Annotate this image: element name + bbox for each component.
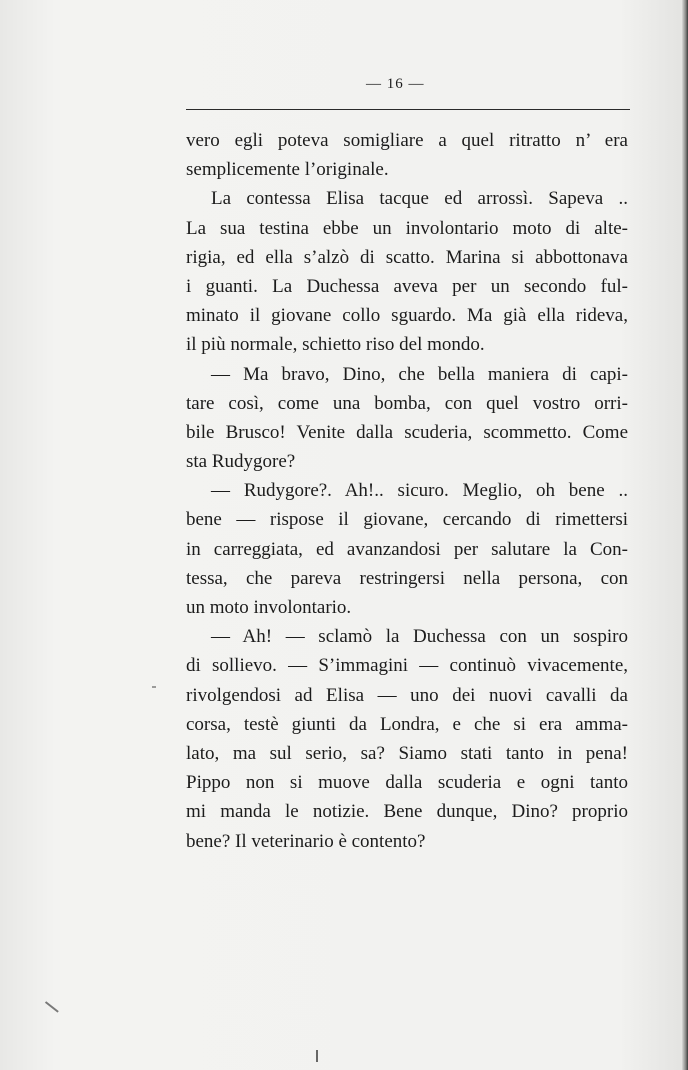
text-line: un moto involontario. — [186, 597, 352, 618]
text-line: sta Rudygore? — [186, 451, 296, 473]
header-rule — [186, 109, 630, 110]
scan-speck — [45, 1001, 59, 1012]
text-line: di sollievo. — S’immagini — continuò vivacemente, — [186, 655, 628, 677]
text-line: minato il giovane collo sguardo. Ma già ella rideva, — [186, 305, 628, 327]
text-line: — Rudygore?. Ah!.. sicuro. Meglio, oh bene .. — [211, 480, 628, 502]
text-line: bene? Il veterinario è contento? — [186, 830, 426, 852]
text-line: bile Brusco! Venite dalla scuderia, scommetto. Come — [186, 421, 628, 443]
text-line: tessa, che pareva restringersi nella persona, con — [186, 567, 628, 589]
text-line: rivolgendosi ad Elisa — uno dei nuovi cavalli da — [186, 684, 628, 706]
body-text — [186, 126, 628, 856]
text-line: vero egli poteva somigliare a quel ritratto n’ era — [186, 130, 628, 151]
text-line: La contessa Elisa tacque ed arrossì. Sapeva .. — [211, 188, 628, 210]
text-line: i guanti. La Duchessa aveva per un secondo ful- — [186, 275, 628, 297]
text-line: rigia, ed ella s’alzò di scatto. Marina si abbottonava — [186, 246, 628, 268]
text-line: tare così, come una bomba, con quel vostro orri- — [186, 392, 628, 414]
text-line: in carreggiata, ed avanzandosi per salutare la Con- — [186, 538, 628, 560]
text-line: mi manda le notizie. Bene dunque, Dino? proprio — [186, 801, 628, 823]
scan-speck — [152, 686, 156, 688]
text-line: — Ah! — sclamò la Duchessa con un sospiro — [211, 626, 628, 648]
text-line: il più normale, schietto riso del mondo. — [186, 334, 485, 356]
text-line: La sua testina ebbe un involontario moto di alte- — [186, 217, 628, 239]
text-line: — Ma bravo, Dino, che bella maniera di capi- — [211, 363, 628, 385]
text-line: lato, ma sul serio, sa? Siamo stati tanto in pena! — [186, 742, 628, 764]
text-line: corsa, testè giunti da Londra, e che si era amma- — [186, 713, 628, 735]
page-number: — 16 — — [366, 76, 425, 92]
text-line: bene — rispose il giovane, cercando di rimettersi — [186, 509, 628, 531]
text-line: semplicemente l’originale. — [186, 159, 389, 181]
page-edge-shadow — [682, 0, 688, 1070]
text-line: Pippo non si muove dalla scuderia e ogni tanto — [186, 772, 628, 794]
scan-speck — [316, 1050, 318, 1062]
